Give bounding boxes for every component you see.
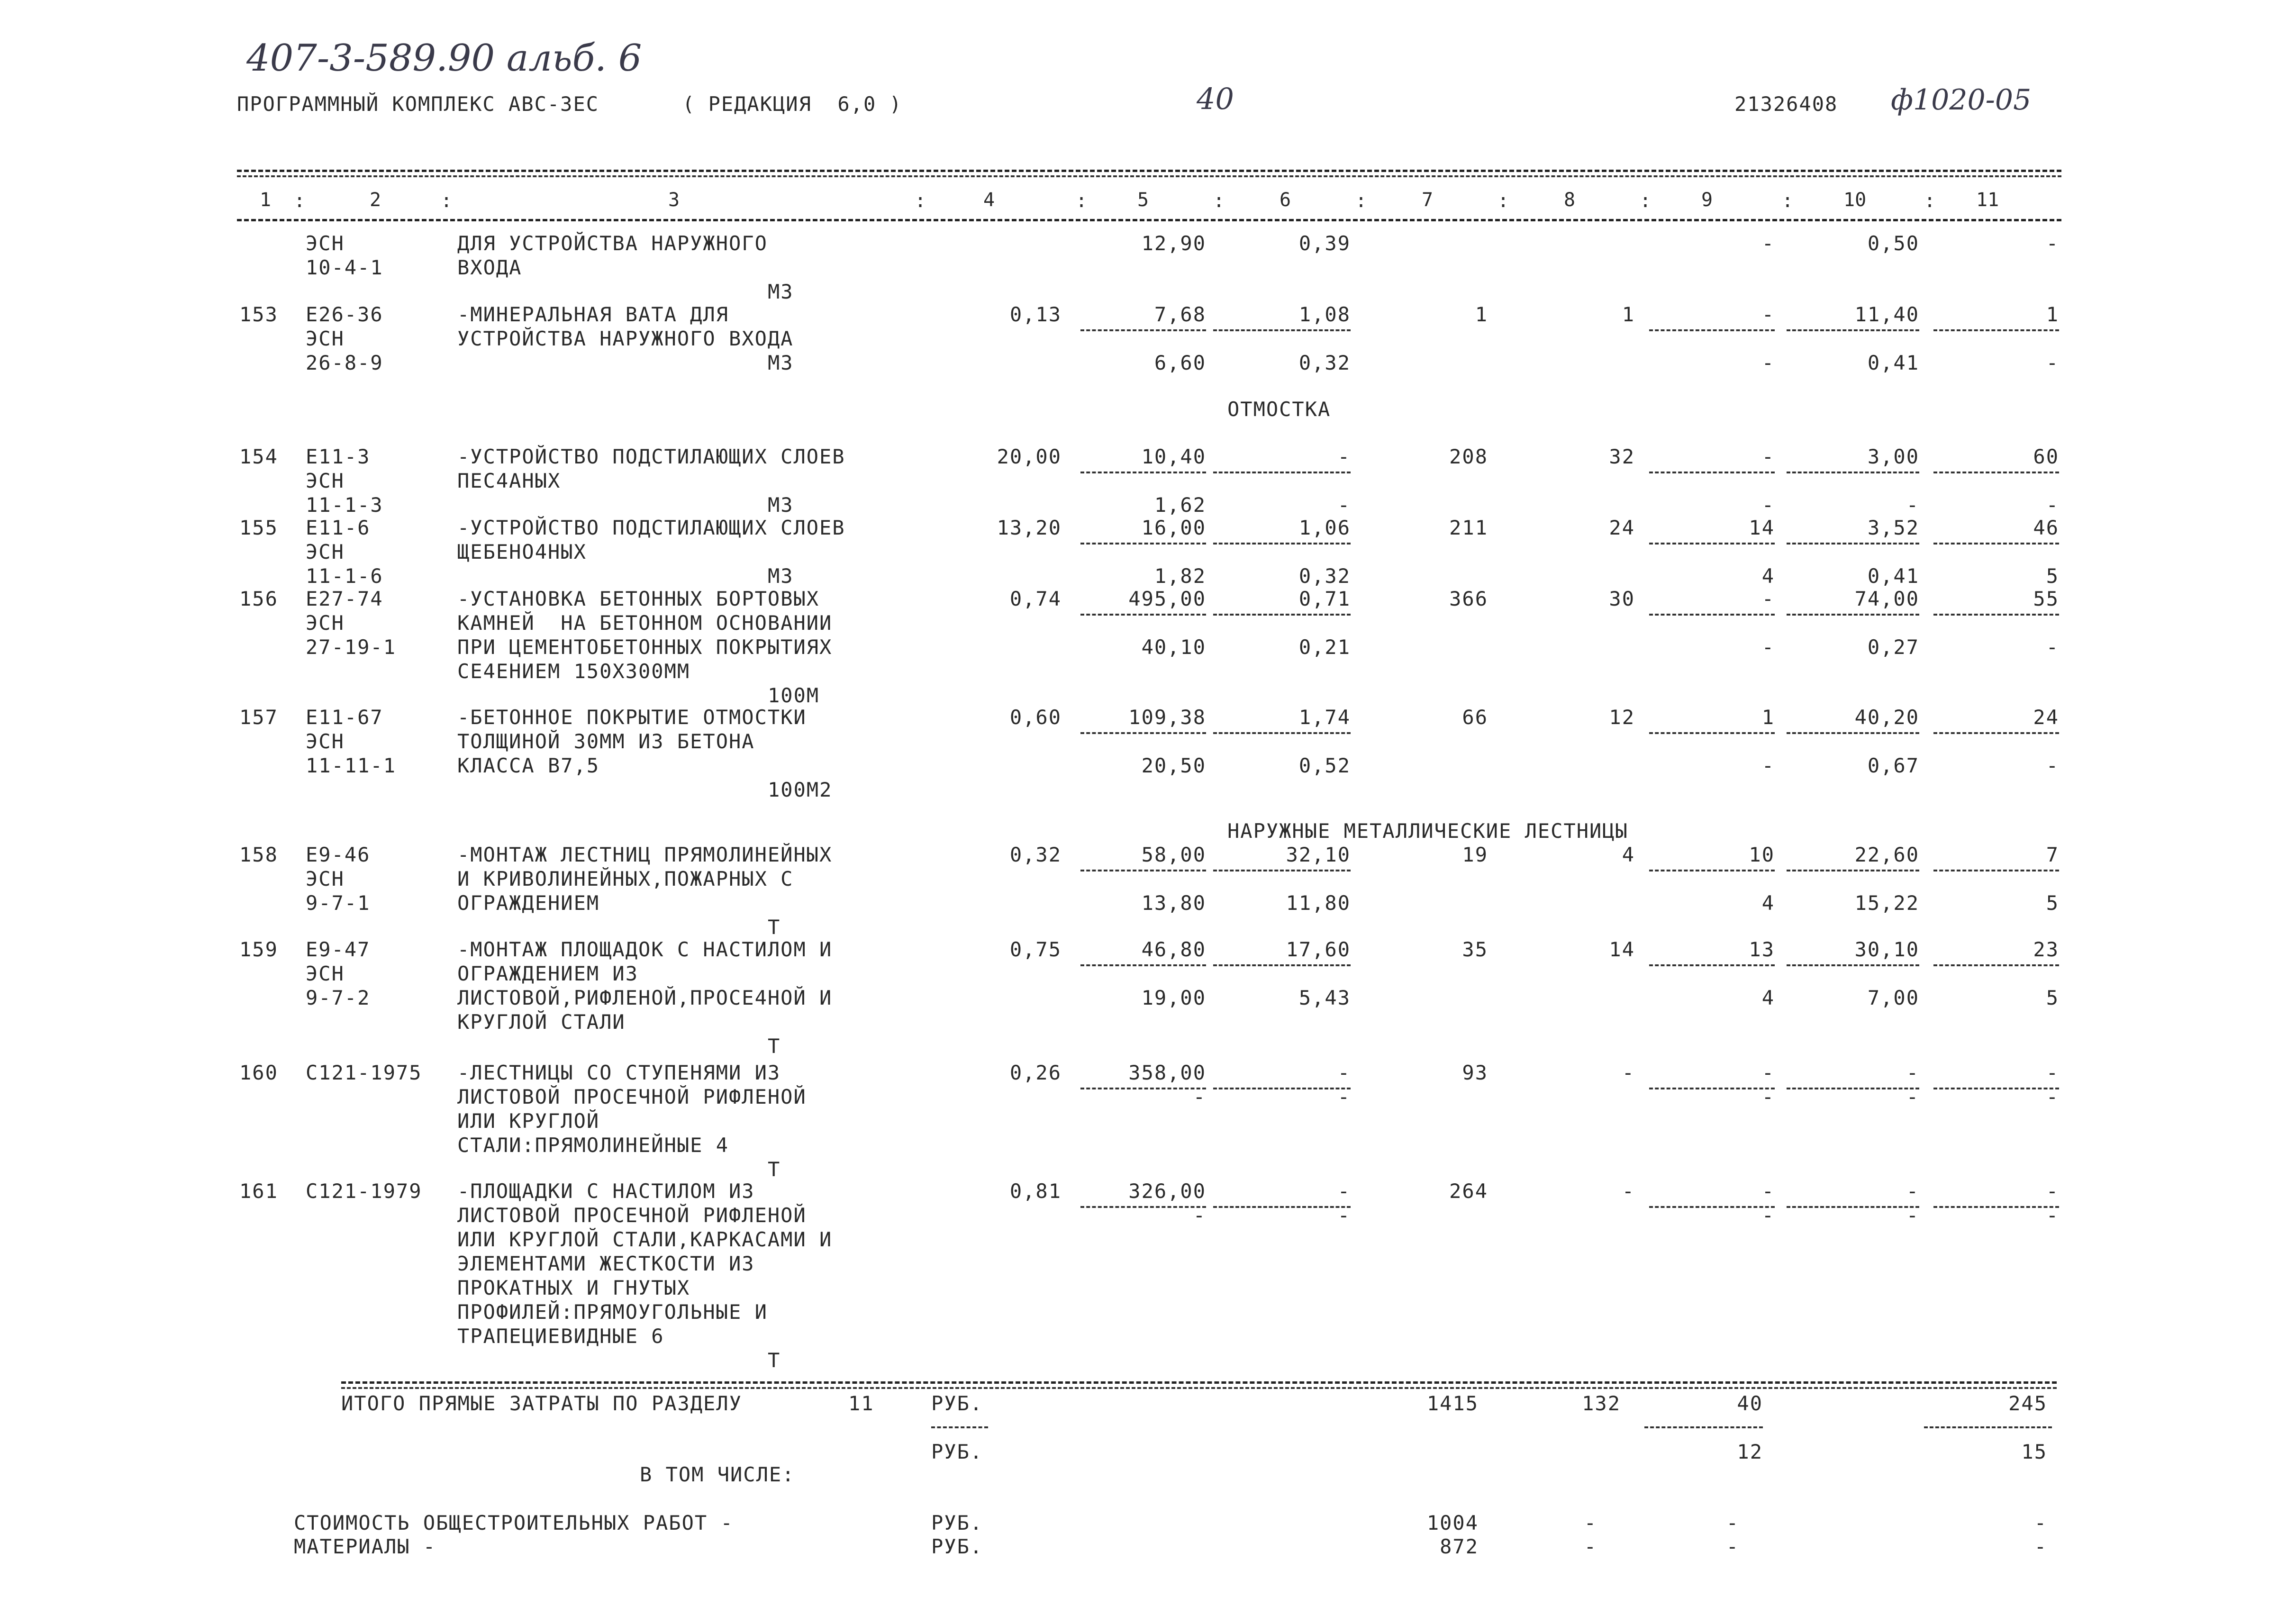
row-description: И КРИВОЛИНЕЙНЫХ,ПОЖАРНЫХ С (457, 867, 794, 890)
cell-c6: 0,71 (1298, 587, 1351, 610)
row-description: ЛИСТОВОЙ ПРОСЕЧНОЙ РИФЛЕНОЙ (457, 1204, 807, 1227)
cell-c5-sub: 1,62 (1154, 493, 1206, 517)
row-unit: Т (768, 916, 781, 939)
subtotal-rule (1649, 543, 1775, 544)
cell-c10-sub: 15,22 (1854, 891, 1919, 915)
cell-c9-sub: 4 (1761, 986, 1775, 1009)
document-number: 21326408 (1734, 92, 1838, 116)
cell-c9-sub: - (1761, 1204, 1775, 1227)
cell-c9: 1 (1761, 706, 1775, 729)
row-unit: М3 (768, 280, 794, 303)
row-code: 9-7-2 (306, 986, 371, 1009)
row-unit: 100М2 (768, 778, 833, 801)
cell-c6: 1,08 (1298, 303, 1351, 326)
totals-col9: 40 (1737, 1392, 1763, 1415)
cell-c4: 0,32 (1009, 843, 1062, 866)
column-number-9: 9 (1701, 189, 1713, 211)
totals-label: ИТОГО ПРЯМЫЕ ЗАТРАТЫ ПО РАЗДЕЛУ (341, 1392, 742, 1415)
subtotal-rule (1080, 472, 1206, 473)
cell-c9: - (1761, 1061, 1775, 1084)
cell-c5: 58,00 (1141, 843, 1206, 866)
program-title: ПРОГРАММНЫЙ КОМПЛЕКС АВС-3ЕС (237, 92, 599, 116)
subtotal-rule (1787, 543, 1919, 544)
row-description: -МИНЕРАЛЬНАЯ ВАТА ДЛЯ (457, 303, 729, 326)
cell-c9: - (1761, 587, 1775, 610)
subtotal-rule (1933, 472, 2059, 473)
cell-c6: 1,06 (1298, 516, 1351, 539)
row-code: 27-19-1 (306, 635, 397, 659)
cell-c10-sub: - (1906, 1085, 1919, 1108)
cell-c8: - (1622, 1179, 1635, 1203)
totals-currency: РУБ. (931, 1392, 983, 1415)
row-code: С121-1979 (306, 1179, 422, 1203)
header-rule-bottom (237, 219, 2061, 221)
cell-c5-sub: 6,60 (1154, 351, 1206, 374)
subtotal-rule (1080, 964, 1206, 966)
cell-c11: - (2046, 1061, 2059, 1084)
row-description: СЕ4ЕНИЕМ 150Х300ММ (457, 660, 690, 683)
row-code: Е9-46 (306, 843, 371, 866)
cell-c10: 22,60 (1854, 843, 1919, 866)
cell-c9: - (1761, 303, 1775, 326)
cell-c8: 1 (1622, 303, 1635, 326)
totals-col7: 1415 (1426, 1392, 1479, 1415)
cell-c11-sub: - (2046, 1085, 2059, 1108)
breakdown-currency: РУБ. (931, 1535, 983, 1558)
subtotal-rule (1787, 732, 1919, 734)
cell-c11: 24 (2033, 706, 2059, 729)
breakdown-col8: - (1584, 1511, 1597, 1534)
row-description: КЛАССА В7,5 (457, 754, 600, 777)
row-code: Е26-36 (306, 303, 383, 326)
row-code: 26-8-9 (306, 351, 383, 374)
cell-c11: 23 (2033, 938, 2059, 961)
row-description: ПРОФИЛЕЙ:ПРЯМОУГОЛЬНЫЕ И (457, 1300, 768, 1324)
cell-c4: 0,60 (1009, 706, 1062, 729)
subtotal-rule (1933, 614, 2059, 616)
subtotal-rule (1933, 732, 2059, 734)
breakdown-col7: 872 (1440, 1535, 1479, 1558)
cell-c10: 11,40 (1854, 303, 1919, 326)
column-number-7: 7 (1422, 189, 1434, 211)
subtotal-rule (1787, 614, 1919, 616)
column-separator: : (1924, 190, 1936, 212)
totals-rule (341, 1381, 2057, 1384)
cell-c4: 0,81 (1009, 1179, 1062, 1203)
header-rule-top (237, 170, 2061, 172)
subtotal-rule (1213, 614, 1351, 616)
cell-c6-sub: - (1337, 493, 1351, 517)
cell-c10: - (1906, 1179, 1919, 1203)
breakdown-col11: - (2034, 1511, 2047, 1534)
cell-c11-sub: 5 (2046, 986, 2059, 1009)
cell-c6-sub: 0,32 (1298, 351, 1351, 374)
cell-c9-sub: 4 (1761, 564, 1775, 588)
cell-c10-sub: 0,27 (1867, 635, 1919, 659)
cell-c11: - (2046, 232, 2059, 255)
cell-c10-sub: 0,41 (1867, 564, 1919, 588)
row-description: ИЛИ КРУГЛОЙ (457, 1109, 600, 1133)
subtotal-rule (1787, 870, 1919, 871)
row-unit: М3 (768, 351, 794, 374)
cell-c9-sub: - (1761, 754, 1775, 777)
cell-c5-sub: 1,82 (1154, 564, 1206, 588)
subtotal-rule (1787, 964, 1919, 966)
column-number-4: 4 (983, 189, 995, 211)
cell-c10: 0,50 (1867, 232, 1919, 255)
column-number-3: 3 (668, 189, 680, 211)
row-number: 159 (239, 938, 278, 961)
row-unit: Т (768, 1158, 781, 1181)
cell-c6-sub: 0,21 (1298, 635, 1351, 659)
cell-c4: 0,74 (1009, 587, 1062, 610)
row-number: 161 (239, 1179, 278, 1203)
cell-c7: 211 (1449, 516, 1488, 539)
cell-c5-sub: - (1193, 1204, 1206, 1227)
row-description: СТАЛИ:ПРЯМОЛИНЕЙНЫЕ 4 (457, 1134, 729, 1157)
cell-c11-sub: - (2046, 635, 2059, 659)
subtotal-rule (1787, 329, 1919, 331)
row-code: ЭСН (306, 327, 345, 350)
handwritten-code: ф1020-05 (1891, 83, 2032, 117)
row-code: ЭСН (306, 867, 345, 890)
cell-c11: - (2046, 1179, 2059, 1203)
cell-c4: 13,20 (997, 516, 1062, 539)
cell-c10: 30,10 (1854, 938, 1919, 961)
totals-including: В ТОМ ЧИСЛЕ: (640, 1463, 795, 1486)
cell-c5: 358,00 (1128, 1061, 1206, 1084)
cell-c5: 109,38 (1128, 706, 1206, 729)
cell-c7: 66 (1462, 706, 1488, 729)
row-code: Е11-67 (306, 706, 383, 729)
cell-c6: 0,39 (1298, 232, 1351, 255)
cell-c6: - (1337, 445, 1351, 468)
cell-c5: 10,40 (1141, 445, 1206, 468)
row-description: -ЛЕСТНИЦЫ СО СТУПЕНЯМИ ИЗ (457, 1061, 781, 1084)
cell-c8: 14 (1609, 938, 1635, 961)
breakdown-col9: - (1726, 1535, 1739, 1558)
cell-c8: 4 (1622, 843, 1635, 866)
subtotal-rule (1933, 964, 2059, 966)
row-unit: М3 (768, 564, 794, 588)
cell-c5: 326,00 (1128, 1179, 1206, 1203)
cell-c6: 1,74 (1298, 706, 1351, 729)
subtotal-rule (1213, 329, 1351, 331)
totals-rule-2 (341, 1387, 2057, 1389)
cell-c7: 1 (1475, 303, 1488, 326)
row-number: 158 (239, 843, 278, 866)
row-description: ПЕС4АНЫХ (457, 469, 561, 492)
row-code: Е11-3 (306, 445, 371, 468)
subtotal-rule (1213, 472, 1351, 473)
cell-c9: - (1761, 445, 1775, 468)
column-separator: : (441, 190, 453, 212)
handwritten-page-number: 40 (1197, 82, 1234, 116)
column-number-10: 10 (1843, 189, 1867, 211)
row-code: ЭСН (306, 611, 345, 635)
cell-c5: 16,00 (1141, 516, 1206, 539)
breakdown-currency: РУБ. (931, 1511, 983, 1534)
cell-c9: 14 (1749, 516, 1775, 539)
cell-c6-sub: - (1337, 1085, 1351, 1108)
cell-c11-sub: 5 (2046, 564, 2059, 588)
row-description: -МОНТАЖ ЛЕСТНИЦ ПРЯМОЛИНЕЙНЫХ (457, 843, 833, 866)
handwritten-doc-ref: 407-3-589.90 альб. 6 (246, 37, 642, 80)
cell-c11-sub: - (2046, 1204, 2059, 1227)
row-code: ЭСН (306, 962, 345, 985)
row-code: С121-1975 (306, 1061, 422, 1084)
row-description: ЭЛЕМЕНТАМИ ЖЕСТКОСТИ ИЗ (457, 1252, 755, 1275)
program-edition: ( РЕДАКЦИЯ 6,0 ) (682, 92, 902, 116)
subtotal-rule (1080, 329, 1206, 331)
cell-c9-sub: - (1761, 635, 1775, 659)
cell-c9: 10 (1749, 843, 1775, 866)
breakdown-label: МАТЕРИАЛЫ - (294, 1535, 436, 1558)
cell-c8: 32 (1609, 445, 1635, 468)
subtotal-rule (1649, 614, 1775, 616)
cell-c7: 208 (1449, 445, 1488, 468)
cell-c5-sub: 19,00 (1141, 986, 1206, 1009)
cell-c10-sub: 0,41 (1867, 351, 1919, 374)
totals-sub-rule-c (1924, 1426, 2052, 1428)
subtotal-rule (1080, 870, 1206, 871)
cell-c11-sub: - (2046, 754, 2059, 777)
totals-col11-sub: 15 (2021, 1440, 2047, 1463)
row-description: ТРАПЕЦИЕВИДНЫЕ 6 (457, 1325, 664, 1348)
section-heading: ОТМОСТКА (1227, 398, 1331, 421)
row-code: Е11-6 (306, 516, 371, 539)
row-description: -МОНТАЖ ПЛОЩАДОК С НАСТИЛОМ И (457, 938, 833, 961)
row-description: ПРИ ЦЕМЕНТОБЕТОННЫХ ПОКРЫТИЯХ (457, 635, 833, 659)
column-number-2: 2 (370, 189, 381, 211)
column-separator: : (1640, 190, 1652, 212)
cell-c10: 74,00 (1854, 587, 1919, 610)
row-description: ИЛИ КРУГЛОЙ СТАЛИ,КАРКАСАМИ И (457, 1228, 833, 1251)
row-code: Е9-47 (306, 938, 371, 961)
totals-sub-rule-a (931, 1426, 988, 1428)
row-code: ЭСН (306, 540, 345, 563)
cell-c5-sub: 20,50 (1141, 754, 1206, 777)
row-code: ЭСН (306, 730, 345, 753)
row-number: 153 (239, 303, 278, 326)
cell-c7: 19 (1462, 843, 1488, 866)
column-separator: : (1497, 190, 1509, 212)
row-description: ЩЕБЕНО4НЫХ (457, 540, 587, 563)
column-separator: : (1076, 190, 1088, 212)
subtotal-rule (1649, 964, 1775, 966)
column-separator: : (1355, 190, 1367, 212)
section-heading: НАРУЖНЫЕ МЕТАЛЛИЧЕСКИЕ ЛЕСТНИЦЫ (1227, 819, 1628, 843)
cell-c4: 0,26 (1009, 1061, 1062, 1084)
row-description: ПРОКАТНЫХ И ГНУТЫХ (457, 1276, 690, 1299)
breakdown-col7: 1004 (1426, 1511, 1479, 1534)
cell-c10-sub: - (1906, 1204, 1919, 1227)
row-description: -УСТРОЙСТВО ПОДСТИЛАЮЩИХ СЛОЕВ (457, 516, 845, 539)
cell-c9: 13 (1749, 938, 1775, 961)
subtotal-rule (1080, 732, 1206, 734)
row-number: 157 (239, 706, 278, 729)
subtotal-rule (1213, 543, 1351, 544)
cell-c9-sub: - (1761, 493, 1775, 517)
subtotal-rule (1649, 870, 1775, 871)
column-separator: : (294, 190, 306, 212)
cell-c9: - (1761, 232, 1775, 255)
cell-c5: 495,00 (1128, 587, 1206, 610)
breakdown-col8: - (1584, 1535, 1597, 1558)
cell-c9-sub: - (1761, 1085, 1775, 1108)
subtotal-rule (1933, 870, 2059, 871)
subtotal-rule (1213, 732, 1351, 734)
row-description: ОГРАЖДЕНИЕМ ИЗ (457, 962, 639, 985)
row-unit: Т (768, 1349, 781, 1372)
cell-c6-sub: 0,52 (1298, 754, 1351, 777)
cell-c7: 35 (1462, 938, 1488, 961)
cell-c11: 60 (2033, 445, 2059, 468)
totals-col8: 132 (1582, 1392, 1621, 1415)
breakdown-col11: - (2034, 1535, 2047, 1558)
row-code: 9-7-1 (306, 891, 371, 915)
cell-c11: 1 (2046, 303, 2059, 326)
cell-c6-sub: 11,80 (1286, 891, 1351, 915)
subtotal-rule (1933, 543, 2059, 544)
row-description: ЛИСТОВОЙ,РИФЛЕНОЙ,ПРОСЕ4НОЙ И (457, 986, 833, 1009)
cell-c10: 3,00 (1867, 445, 1919, 468)
cell-c8: 24 (1609, 516, 1635, 539)
totals-currency-2: РУБ. (931, 1440, 983, 1463)
subtotal-rule (1213, 870, 1351, 871)
cell-c6: - (1337, 1061, 1351, 1084)
cell-c10-sub: 7,00 (1867, 986, 1919, 1009)
row-unit: Т (768, 1034, 781, 1058)
subtotal-rule (1080, 543, 1206, 544)
row-description: -БЕТОННОЕ ПОКРЫТИЕ ОТМОСТКИ (457, 706, 807, 729)
cell-c5-sub: - (1193, 1085, 1206, 1108)
subtotal-rule (1649, 329, 1775, 331)
column-number-8: 8 (1564, 189, 1576, 211)
row-number: 156 (239, 587, 278, 610)
row-description: -ПЛОЩАДКИ С НАСТИЛОМ ИЗ (457, 1179, 755, 1203)
cell-c5: 46,80 (1141, 938, 1206, 961)
row-description: ТОЛЩИНОЙ 30ММ ИЗ БЕТОНА (457, 730, 755, 753)
cell-c11: 7 (2046, 843, 2059, 866)
cell-c9-sub: - (1761, 351, 1775, 374)
row-description: КРУГЛОЙ СТАЛИ (457, 1010, 626, 1034)
row-description: -УСТРОЙСТВО ПОДСТИЛАЮЩИХ СЛОЕВ (457, 445, 845, 468)
cell-c7: 366 (1449, 587, 1488, 610)
subtotal-rule (1649, 472, 1775, 473)
column-separator: : (915, 190, 926, 212)
cell-c5: 7,68 (1154, 303, 1206, 326)
cell-c4: 0,75 (1009, 938, 1062, 961)
cell-c4: 0,13 (1009, 303, 1062, 326)
cell-c11-sub: - (2046, 351, 2059, 374)
cell-c8: - (1622, 1061, 1635, 1084)
cell-c6: - (1337, 1179, 1351, 1203)
row-code: ЭСН (306, 469, 345, 492)
subtotal-rule (1787, 472, 1919, 473)
breakdown-col9: - (1726, 1511, 1739, 1534)
row-code: 11-11-1 (306, 754, 397, 777)
cell-c8: 12 (1609, 706, 1635, 729)
cell-c10-sub: 0,67 (1867, 754, 1919, 777)
subtotal-rule (1080, 614, 1206, 616)
cell-c5-sub: 40,10 (1141, 635, 1206, 659)
cell-c7: 93 (1462, 1061, 1488, 1084)
row-description: -УСТАНОВКА БЕТОННЫХ БОРТОВЫХ (457, 587, 820, 610)
column-number-1: 1 (260, 189, 272, 211)
cell-c7: 264 (1449, 1179, 1488, 1203)
subtotal-rule (1649, 732, 1775, 734)
cell-c10: 3,52 (1867, 516, 1919, 539)
row-code: 11-1-3 (306, 493, 383, 517)
header-rule-top-2 (237, 175, 2061, 177)
row-code: ЭСН (306, 232, 345, 255)
row-description: ВХОДА (457, 256, 522, 279)
cell-c4: 20,00 (997, 445, 1062, 468)
row-unit: 100М (768, 684, 820, 707)
cell-c9-sub: 4 (1761, 891, 1775, 915)
row-number: 155 (239, 516, 278, 539)
row-code: 10-4-1 (306, 256, 383, 279)
column-number-6: 6 (1280, 189, 1291, 211)
row-code: Е27-74 (306, 587, 383, 610)
column-separator: : (1213, 190, 1225, 212)
totals-sub-rule-b (1644, 1426, 1763, 1428)
cell-c6-sub: 5,43 (1298, 986, 1351, 1009)
cell-c6: 17,60 (1286, 938, 1351, 961)
cell-c11: 55 (2033, 587, 2059, 610)
cell-c5-sub: 13,80 (1141, 891, 1206, 915)
subtotal-rule (1213, 964, 1351, 966)
column-separator: : (1782, 190, 1794, 212)
row-description: ЛИСТОВОЙ ПРОСЕЧНОЙ РИФЛЕНОЙ (457, 1085, 807, 1108)
subtotal-rule (1933, 329, 2059, 331)
cell-c6-sub: - (1337, 1204, 1351, 1227)
totals-section-number: 11 (848, 1392, 874, 1415)
row-number: 154 (239, 445, 278, 468)
row-number: 160 (239, 1061, 278, 1084)
totals-col9-sub: 12 (1737, 1440, 1763, 1463)
column-number-11: 11 (1976, 189, 1999, 211)
column-number-5: 5 (1137, 189, 1149, 211)
cell-c5: 12,90 (1141, 232, 1206, 255)
cell-c10-sub: - (1906, 493, 1919, 517)
row-description: КАМНЕЙ НА БЕТОННОМ ОСНОВАНИИ (457, 611, 833, 635)
cell-c11-sub: - (2046, 493, 2059, 517)
row-code: 11-1-6 (306, 564, 383, 588)
cell-c10: 40,20 (1854, 706, 1919, 729)
row-description: ДЛЯ УСТРОЙСТВА НАРУЖНОГО (457, 232, 768, 255)
breakdown-label: СТОИМОСТЬ ОБЩЕСТРОИТЕЛЬНЫХ РАБОТ - (294, 1511, 734, 1534)
cell-c6: 32,10 (1286, 843, 1351, 866)
cell-c8: 30 (1609, 587, 1635, 610)
totals-col11: 245 (2008, 1392, 2047, 1415)
row-description: ОГРАЖДЕНИЕМ (457, 891, 600, 915)
cell-c6-sub: 0,32 (1298, 564, 1351, 588)
cell-c11-sub: 5 (2046, 891, 2059, 915)
row-description: УСТРОЙСТВА НАРУЖНОГО ВХОДА (457, 327, 794, 350)
cell-c9: - (1761, 1179, 1775, 1203)
cell-c10: - (1906, 1061, 1919, 1084)
row-unit: М3 (768, 493, 794, 517)
cell-c11: 46 (2033, 516, 2059, 539)
